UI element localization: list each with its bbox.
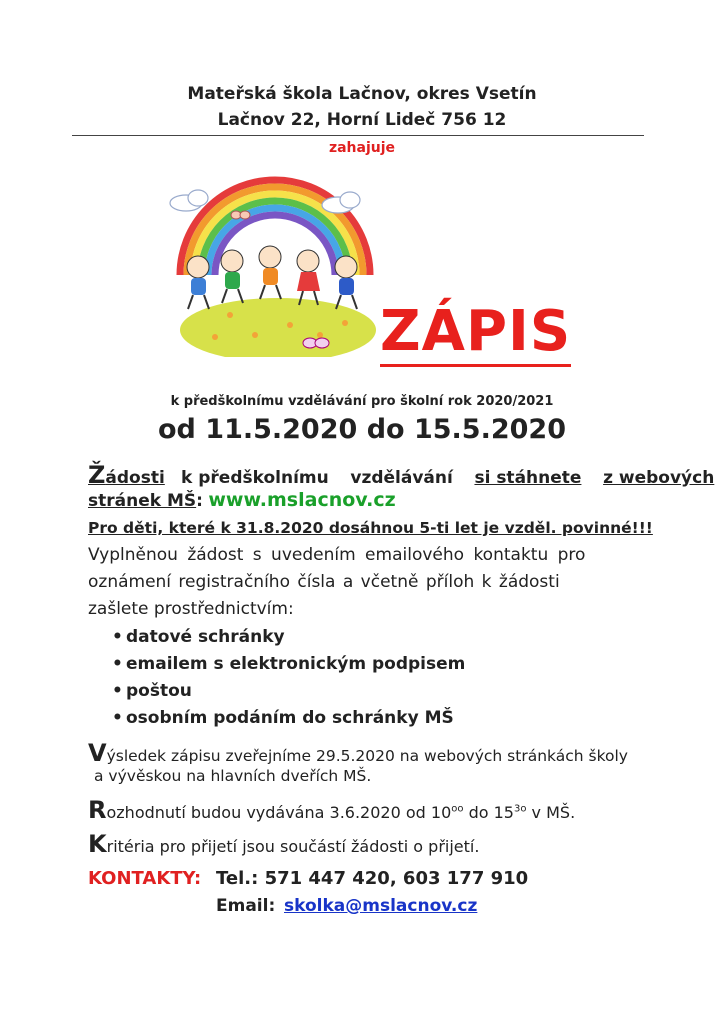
mandatory-notice: Pro děti, které k 31.8.2020 dosáhnou 5-ti let je vzděl. povinné!!!: [88, 519, 653, 537]
criteria-line: Kritéria pro přijetí jsou součástí žádosti o přijetí.: [88, 830, 480, 858]
paragraph-instructions-line3: zašlete prostřednictvím:: [88, 599, 294, 619]
header-divider: [72, 135, 644, 136]
paragraph-instructions-line2: oznámení registračního čísla a včetně příloh k žádosti: [88, 572, 560, 592]
list-item: • emailem s elektronickým podpisem: [112, 654, 466, 674]
list-item: • datové schránky: [112, 627, 285, 647]
subtitle: k předškolnímu vzdělávání pro školní rok 2020/2021: [170, 394, 554, 409]
registration-dates: od 11.5.2020 do 15.5.2020: [158, 414, 566, 445]
paragraph-requests-line2: stránek MŠ: www.mslacnov.cz: [88, 489, 396, 511]
intro-text: zahajuje: [328, 140, 396, 156]
result-line2: a vývěskou na hlavních dveřích MŠ.: [94, 767, 372, 785]
list-item: • poštou: [112, 681, 192, 701]
school-address: Lačnov 22, Horní Lideč 756 12: [217, 110, 507, 130]
paragraph-requests-line1: Žádosti k předškolnímu vzdělávání si stáhnete z webových: [88, 461, 715, 489]
result-line1: Výsledek zápisu zveřejníme 29.5.2020 na webových stránkách školy: [88, 739, 628, 767]
school-name: Mateřská škola Lačnov, okres Vsetín: [187, 84, 537, 104]
hill-icon: [180, 298, 376, 357]
rainbow-children-illustration: [160, 165, 390, 357]
contacts-email-label: Email:: [216, 896, 276, 916]
decision-line: Rozhodnutí budou vydávána 3.6.2020 od $10^{oo}$ do $15^{3o}$ v MŠ.: [88, 796, 576, 824]
paragraph-instructions-line1: Vyplněnou žádost s uvedením emailového kontaktu pro: [88, 545, 586, 565]
contacts-phone: Tel.: 571 447 420, 603 177 910: [216, 868, 529, 889]
list-item: • osobním podáním do schránky MŠ: [112, 708, 454, 728]
main-title: ZÁPIS: [380, 302, 571, 367]
website-link[interactable]: www.mslacnov.cz: [208, 489, 396, 511]
contacts-label: KONTAKTY:: [88, 868, 202, 889]
email-link[interactable]: skolka@mslacnov.cz: [284, 896, 478, 916]
